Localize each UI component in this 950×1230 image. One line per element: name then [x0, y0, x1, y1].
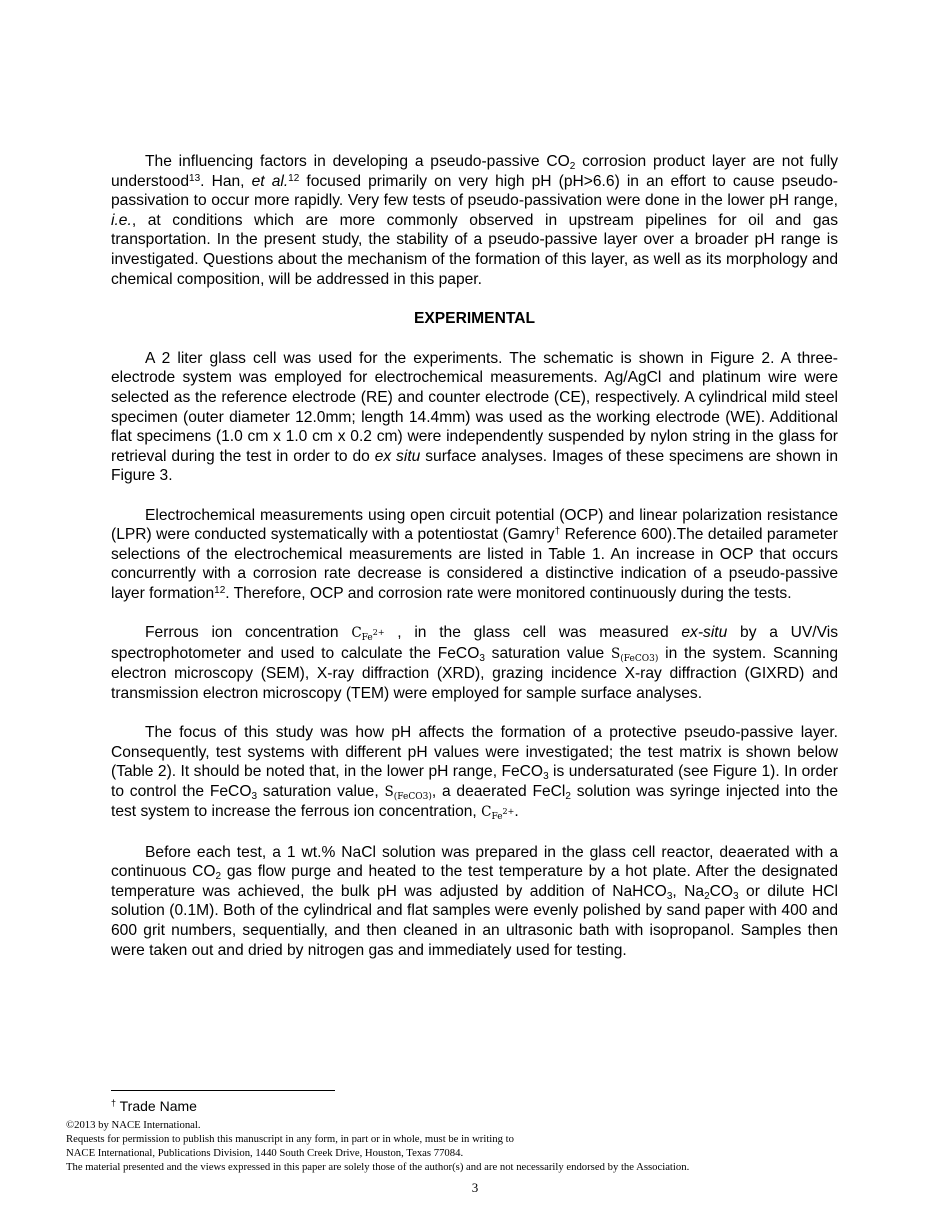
saturation-symbol: $S_{(FeCO3)}$	[384, 783, 432, 802]
ferrous-concentration-symbol: $C_{Fe^{2+}}$	[351, 625, 385, 644]
experimental-paragraph-1: A 2 liter glass cell was used for the experiments. The schematic is shown in Figure 2. A three-electrode system was employed for electrochemical measurements. Ag/AgCl and platinum wire were selected as the reference electrode (RE) and counter electrode (CE), respectively. A cylindrical mild steel specimen (outer diameter 12.0mm; length 14.4mm) was used as the working electrode (WE). Additional flat specimens (1.0 cm x 1.0 cm x 0.2 cm) were independently suspended by nylon string in the glass for retrieval during the test in order to do ex situ surface analyses. Images of these specimens are shown in Figure 3.	[111, 349, 838, 485]
section-heading-experimental: EXPERIMENTAL	[413, 310, 535, 328]
footnote-trade-name: † Trade Name	[111, 1098, 197, 1114]
experimental-paragraph-2: Electrochemical measurements using open circuit potential (OCP) and linear polarization resistance (LPR) were conducted systematically with a potentiostat (Gamry† Reference 600).The detailed parameter selections of the electrochemical measurements are listed in Table 1. An increase in OCP that occurs concurrently with a corrosion rate decrease is considered a distinctive indication of a pseudo-passive layer formation$^{12}$. Therefore, OCP and corrosion rate were monitored continuously during the tests.	[111, 506, 838, 602]
permission-line: Requests for permission to publish this manuscript in any form, in part or in whole, must be in writing to	[66, 1133, 514, 1145]
legal-notice	[66, 1118, 886, 1174]
experimental-paragraph-3: Ferrous ion concentration $C_{Fe^{2+}}$ , in the glass cell was measured ex-situ by a UV/Vis spectrophotometer and used to calculate the FeCO$_3$ saturation value $S_{(FeCO3)}$ in the system. Scanning electron microscopy (SEM), X-ray diffraction (XRD), grazing incidence X-ray diffraction (GIXRD) and transmission electron microscopy (TEM) were employed for sample surface analyses.	[111, 624, 838, 702]
address-line: NACE International, Publications Division, 1440 South Creek Drive, Houston, Texas 77084.	[66, 1147, 464, 1159]
intro-paragraph: The influencing factors in developing a pseudo-passive $CO_2$ corrosion product layer are not fully understood$^{13}$. Han, et al.$^{12}$ focused primarily on very high pH (pH>6.6) in an effort to cause pseudo-passivation to occur more rapidly. Very few tests of pseudo-passivation were done in the lower pH range, i.e., at conditions which are more commonly observed in upstream pipelines for oil and gas transportation. In the present study, the stability of a pseudo-passive layer over a broader pH range is investigated. Questions about the mechanism of the formation of this layer, as well as its morphology and chemical composition, will be addressed in this paper.	[111, 153, 838, 288]
footnote-divider	[111, 1090, 335, 1091]
citation-12: 12	[214, 584, 226, 596]
body-column	[111, 152, 838, 960]
saturation-symbol: $S_{(FeCO3)}$	[610, 645, 659, 664]
experimental-paragraph-4: The focus of this study was how pH affects the formation of a protective pseudo-passive layer. Consequently, test systems with different pH values were investigated; the test matrix is shown below (Table 2). It should be noted that, in the lower pH range, FeCO$_3$ is undersaturated (see Figure 1). In order to control the FeCO$_3$ saturation value, $S_{(FeCO3)}$, a deaerated FeCl$_2$ solution was syringe injected into the test system to increase the ferrous ion concentration, $C_{Fe^{2+}}$.	[111, 724, 838, 823]
experimental-paragraph-5: Before each test, a 1 wt.% NaCl solution was prepared in the glass cell reactor, deaerated with a continuous $CO_2$ gas flow purge and heated to the test temperature by a hot plate. After the designated temperature was achieved, the bulk pH was adjusted by addition of NaHCO$_3$, $Na_2CO_3$ or dilute HCl solution (0.1M). Both of the cylindrical and flat samples were evenly polished by sand paper with 400 and 600 grit numbers, sequentially, and then cleaned in an ultrasonic bath with isopropanol. Samples then were taken out and dried by nitrogen gas and immediately used for testing.	[111, 843, 838, 959]
citation-13: 13	[189, 172, 201, 184]
citation-12: 12	[288, 172, 300, 184]
disclaimer-line: The material presented and the views expressed in this paper are solely those of the author(s) and are not necessarily endorsed by the Association.	[66, 1161, 690, 1173]
ferrous-concentration-symbol: $C_{Fe^{2+}}$	[481, 804, 515, 823]
page-number: 3	[471, 1180, 479, 1195]
dagger-mark: †	[554, 526, 561, 538]
copyright-line: ©2013 by NACE International.	[66, 1119, 201, 1131]
